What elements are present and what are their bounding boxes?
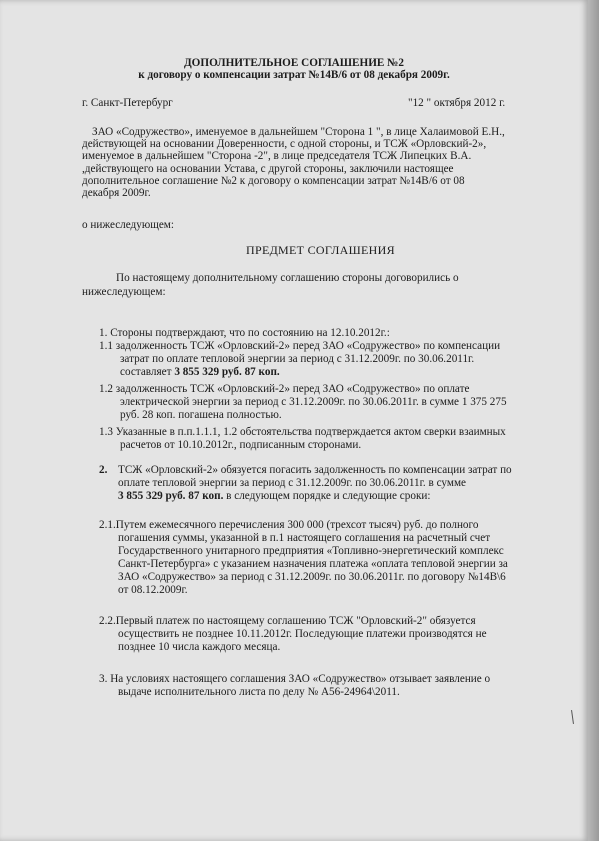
item2-line	[118, 489, 431, 503]
item2-1-line: Государственного унитарного предприятия «Топливно-энергетический комплекс	[118, 545, 504, 557]
page-edge-shadow	[588, 0, 599, 841]
item2-number: 2.	[99, 464, 108, 476]
section-title: ПРЕДМЕТ СОГЛАШЕНИЯ	[246, 243, 395, 257]
item3-line: выдаче исполнительного листа по делу № А56-24964\2011.	[118, 686, 400, 698]
intro-line: действующей на основании Доверенности, с одной стороны, и ТСЖ «Орловский-2»,	[82, 138, 487, 150]
item2-1-line: ЗАО «Содружество» за период с 31.12.2009г. по 30.06.2011г. по договору №14В\6	[118, 571, 506, 583]
agreed-line: нижеследующем:	[82, 286, 166, 298]
intro-line: дополнительное соглашение №2 к договору о компенсации затрат №14В/6 от 08	[82, 175, 465, 187]
item1-1-line	[120, 365, 280, 379]
document-title: ДОПОЛНИТЕЛЬНОЕ СОГЛАШЕНИЕ №2	[183, 57, 405, 69]
intro-line: ,действующего на основании Устава, с другой стороны, заключили настоящее	[82, 163, 454, 175]
item1-1-line: затрат по оплате тепловой энергии за период с 31.12.2009г. по 30.06.2011г.	[120, 353, 475, 365]
intro-line: ЗАО «Содружество», именуемое в дальнейшем "Сторона 1 ", в лице Халаимовой Е.Н.,	[92, 126, 505, 138]
item2-2-line: 2.2.Первый платеж по настоящему соглашению ТСЖ "Орловский-2" обязуется	[99, 615, 476, 627]
item1-3-line: расчетов от 10.10.2012г., подписанным сторонами.	[120, 439, 362, 451]
document-subtitle: к договору о компенсации затрат №14В/6 от 08 декабря 2009г.	[138, 69, 450, 81]
item2-tail: в следующем порядке и следующие сроки:	[223, 490, 431, 502]
item2-line: ТСЖ «Орловский-2» обязуется погасить задолженность по компенсации затрат по	[118, 464, 512, 476]
item1-2-line: 1.2 задолженность ТСЖ «Орловский-2» перед ЗАО «Содружество» по оплате	[99, 383, 470, 395]
item2-line: оплате тепловой энергии за период с 31.12.2009г. по 30.06.2011г. в сумме	[118, 477, 466, 489]
item1-lead: 1. Стороны подтверждают, что по состоянию на 12.10.2012г.:	[99, 327, 390, 339]
item1-3-line: 1.3 Указанные в п.п.1.1.1, 1.2 обстоятельства подтверждается актом сверки взаимных	[99, 426, 506, 438]
date: "12 " октября 2012 г.	[408, 97, 506, 109]
item1-1-line: 1.1 задолженность ТСЖ «Орловский-2» перед ЗАО «Содружество» по компенсации	[99, 340, 501, 352]
item1-1-text: составляет	[120, 366, 175, 378]
intro-line: именуемое в дальнейшем "Сторона -2", в лице председателя ТСЖ Липецких В.А.	[82, 150, 472, 162]
item1-2-line: электрической энергии за период с 31.12.2009г. по 30.06.2011г. в сумме 1 375 275	[120, 396, 507, 408]
item1-2-line: руб. 28 коп. погашена полностью.	[120, 409, 282, 421]
item2-2-line: позднее 10 числа каждого месяца.	[118, 641, 281, 653]
follows-text: о нижеследующем:	[82, 219, 174, 231]
intro-line: декабря 2009г.	[82, 187, 151, 199]
item2-1-line: от 08.12.2009г.	[118, 584, 188, 596]
item2-1-line: Санкт-Петербурга» с указанием назначения платежа «оплата тепловой энергии за	[118, 558, 508, 570]
item2-amount: 3 855 329 руб. 87 коп.	[118, 490, 224, 502]
item1-1-amount: 3 855 329 руб. 87 коп.	[174, 366, 280, 378]
item2-2-line: осуществить не позднее 10.11.2012г. Последующие платежи производятся не	[118, 628, 487, 640]
item2-1-line: погашения суммы, указанной в п.1 настоящего соглашения на расчетный счет	[118, 532, 491, 544]
item2-1-line: 2.1.Путем ежемесячного перечисления 300 000 (трехсот тысяч) руб. до полного	[99, 519, 479, 531]
agreed-line: По настоящему дополнительному соглашению стороны договорились о	[116, 272, 459, 284]
item3-line: 3. На условиях настоящего соглашения ЗАО «Содружество» отзывает заявление о	[99, 673, 491, 685]
place: г. Санкт-Петербург	[82, 97, 173, 109]
